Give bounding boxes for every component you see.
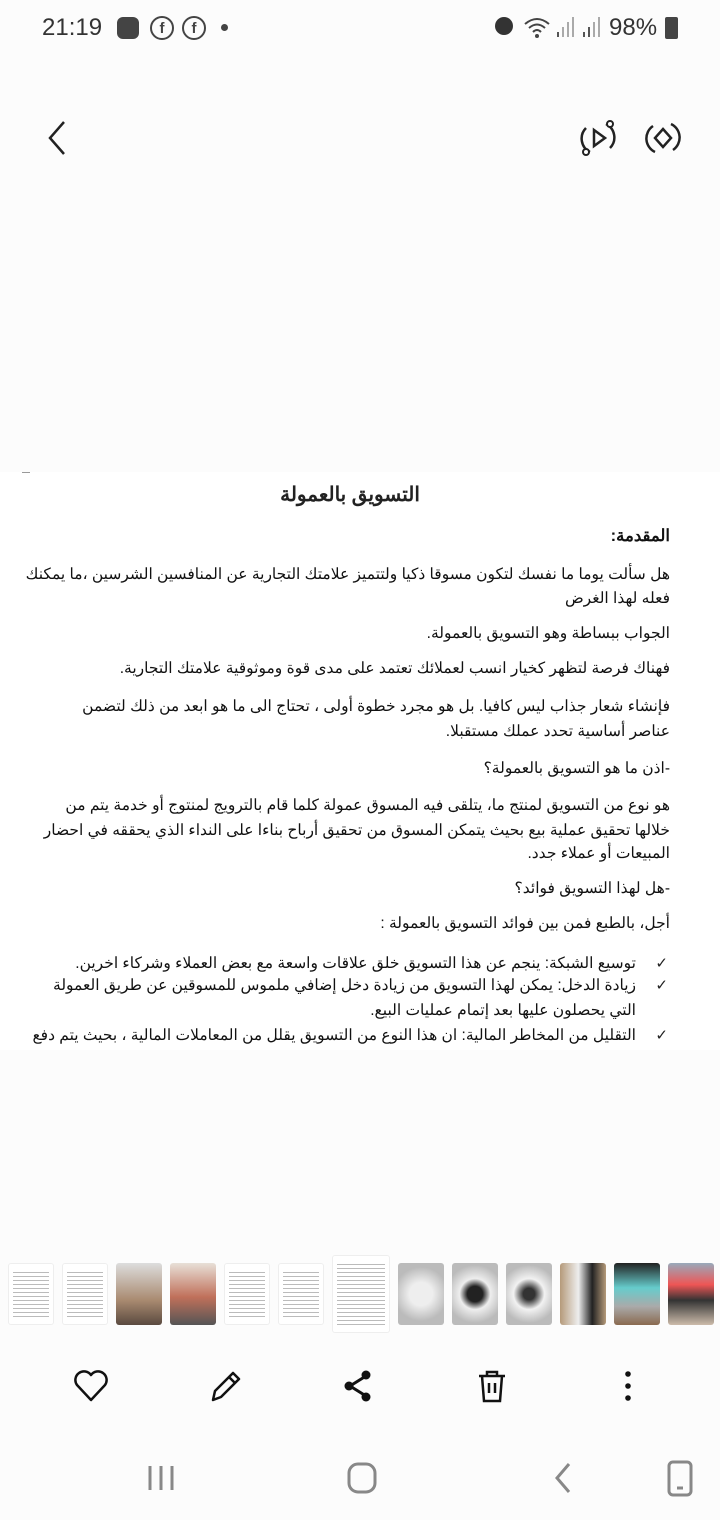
thumbnail[interactable] [506, 1263, 552, 1325]
notification-app-icon [117, 17, 139, 39]
battery-percent: 98% [609, 14, 658, 41]
paragraph-line: هو نوع من التسويق لمنتج ما، يتلقى فيه المسوق عمولة كلما قام بالترويج لمنتوج أو خدمة يتم من [65, 797, 670, 814]
thumbnail-selected[interactable] [332, 1255, 390, 1333]
paragraph-line: الجواب ببساطة وهو التسويق بالعمولة. [426, 625, 670, 642]
paragraph-line: -هل لهذا التسويق فوائد؟ [514, 880, 670, 897]
bullet-line: التقليل من المخاطر المالية: ان هذا النوع من التسويق يقلل من المعاملات المالية ، بحيث يتم دفع [32, 1027, 636, 1044]
paragraph-line: فعله لهذا الغرض [564, 590, 670, 607]
wifi-icon [523, 15, 551, 39]
recent-apps-icon[interactable] [141, 1458, 181, 1498]
bullet-line: التي يحصلون عليها بعد إتمام عمليات البيع. [370, 1002, 636, 1019]
motion-photo-icon[interactable] [578, 118, 618, 158]
delete-icon[interactable] [472, 1366, 512, 1406]
bullet-line: زيادة الدخل: يمكن لهذا التسويق من زيادة دخل إضافي ملموس للمسوقين عن طريق العمولة [53, 977, 636, 994]
status-time: 21:19 [42, 14, 103, 41]
thumbnail[interactable] [62, 1263, 108, 1325]
back-icon[interactable] [42, 118, 72, 158]
check-icon: ✓ [655, 955, 668, 972]
paragraph-line: هل سألت يوما ما نفسك لتكون مسوقا ذكيا ولتتميز علامتك التجارية عن المنافسين الشرسين ،ما يمكنك [25, 566, 670, 583]
bullet-line: توسيع الشبكة: ينجم عن هذا التسويق خلق علاقات واسعة مع بعض العملاء وشركاء اخرين. [75, 955, 636, 972]
check-icon: ✓ [655, 1027, 668, 1044]
thumbnail[interactable] [170, 1263, 216, 1325]
paragraph-line: فإنشاء شعار جذاب ليس كافيا. بل هو مجرد خطوة أولى ، تحتاج الى ما هو ابعد من ذلك لتضمن [82, 698, 670, 715]
thumbnail[interactable] [224, 1263, 270, 1325]
thumbnail[interactable] [614, 1263, 660, 1325]
share-icon[interactable] [338, 1366, 378, 1406]
thumbnail[interactable] [560, 1263, 606, 1325]
thumbnail[interactable] [8, 1263, 54, 1325]
thumbnail[interactable] [398, 1263, 444, 1325]
signal-icon [581, 15, 603, 39]
paragraph-line: خلالها تحقيق عملية بيع بحيث يتمكن المسوق من تحقيق أرباح بناءا على النداء الذي يحققه في احضار [43, 822, 670, 839]
page-mark [22, 472, 30, 473]
dot-icon [221, 24, 228, 31]
nav-back-icon[interactable] [543, 1458, 583, 1498]
paragraph-line: -اذن ما هو التسويق بالعمولة؟ [483, 760, 670, 777]
alarm-icon [495, 17, 513, 35]
thumbnail[interactable] [116, 1263, 162, 1325]
heart-icon[interactable] [71, 1366, 111, 1406]
document-heading: المقدمة: [610, 527, 670, 545]
thumbnail[interactable] [452, 1263, 498, 1325]
edit-icon[interactable] [205, 1366, 245, 1406]
rotate-screen-icon[interactable] [660, 1458, 700, 1498]
more-options-icon[interactable] [608, 1366, 648, 1406]
thumbnail[interactable] [278, 1263, 324, 1325]
document-title: التسويق بالعمولة [280, 484, 420, 506]
check-icon: ✓ [655, 977, 668, 994]
facebook-icon: f [150, 16, 174, 40]
paragraph-line: المبيعات أو عملاء جدد. [527, 845, 670, 862]
facebook-icon: f [182, 16, 206, 40]
document-image[interactable] [0, 472, 720, 1050]
thumbnail[interactable] [668, 1263, 714, 1325]
home-icon[interactable] [342, 1458, 382, 1498]
paragraph-line: فهناك فرصة لتظهر كخيار انسب لعملائك تعتمد على مدى قوة وموثوقية علامتك التجارية. [119, 660, 670, 677]
signal-icon [555, 15, 577, 39]
paragraph-line: أجل، بالطبع فمن بين فوائد التسويق بالعمولة : [380, 915, 670, 932]
battery-icon [665, 17, 678, 39]
paragraph-line: عناصر أساسية تحدد عملك مستقبلا. [445, 723, 670, 740]
rotate-icon[interactable] [643, 118, 683, 158]
